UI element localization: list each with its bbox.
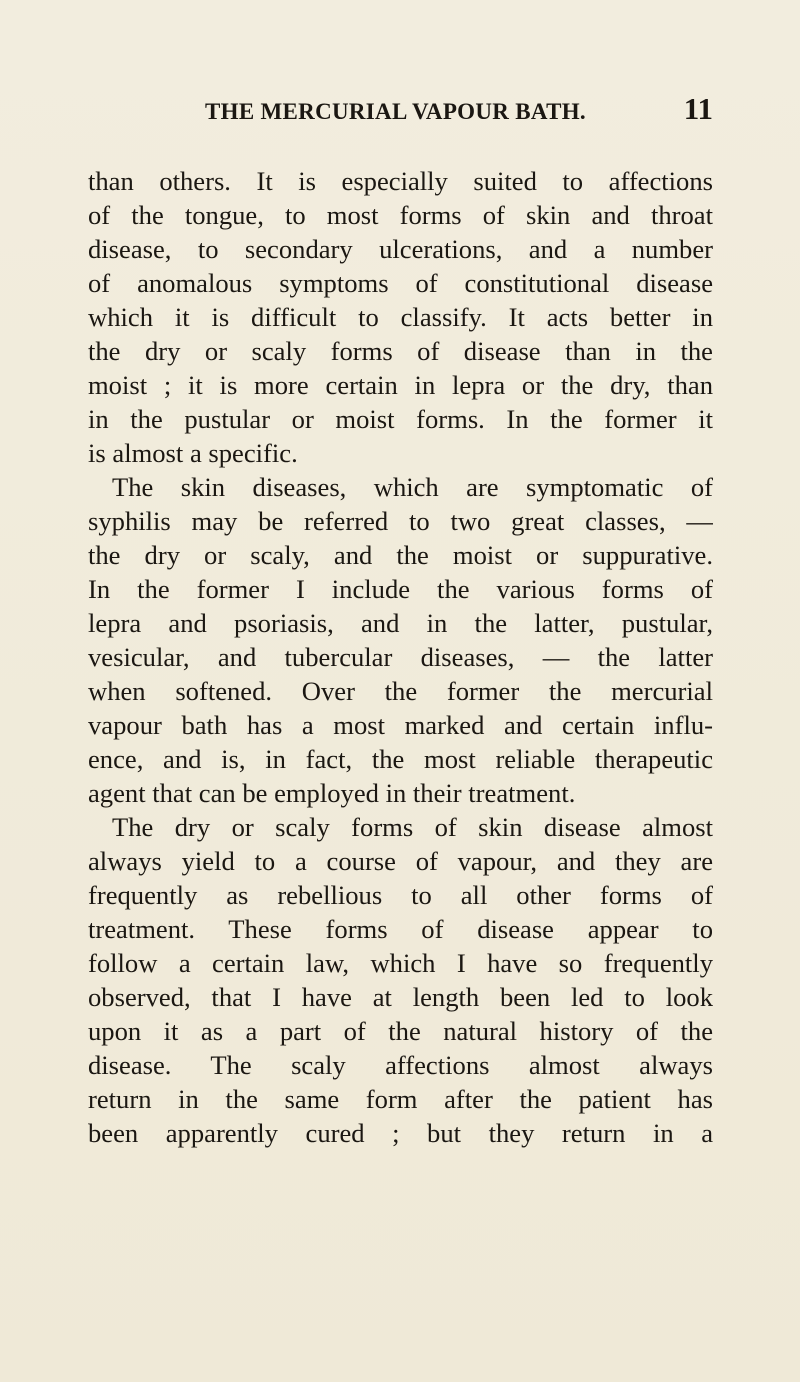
- text-line: the dry or scaly forms of disease than in the: [88, 336, 713, 366]
- text-line: the dry or scaly, and the moist or suppurative.: [88, 540, 713, 570]
- page-number: 11: [683, 91, 713, 126]
- text-line: of anomalous symptoms of constitutional disease: [88, 268, 713, 298]
- text-line: when softened. Over the former the mercurial: [88, 676, 713, 706]
- text-line: is almost a specific.: [88, 438, 298, 468]
- text-line: The skin diseases, which are symptomatic of: [112, 472, 713, 502]
- text-line: In the former I include the various forms of: [88, 574, 713, 604]
- text-line: The dry or scaly forms of skin disease almost: [112, 812, 713, 842]
- body-text: [88, 164, 713, 1150]
- text-line: in the pustular or moist forms. In the former it: [88, 404, 713, 434]
- page-header: [205, 91, 713, 131]
- text-line: follow a certain law, which I have so frequently: [88, 948, 713, 978]
- text-line: always yield to a course of vapour, and they are: [88, 846, 713, 876]
- text-line: moist ; it is more certain in lepra or the dry, than: [88, 370, 713, 400]
- text-line: upon it as a part of the natural history of the: [88, 1016, 713, 1046]
- text-line: treatment. These forms of disease appear to: [88, 914, 713, 944]
- text-line: disease. The scaly affections almost always: [88, 1050, 713, 1080]
- text-line: which it is difficult to classify. It acts better in: [88, 302, 713, 332]
- text-line: than others. It is especially suited to affections: [88, 166, 713, 196]
- text-line: lepra and psoriasis, and in the latter, pustular,: [88, 608, 713, 638]
- running-title: THE MERCURIAL VAPOUR BATH.: [205, 99, 586, 124]
- text-line: vapour bath has a most marked and certain influ-: [88, 710, 713, 740]
- text-line: agent that can be employed in their treatment.: [88, 778, 576, 808]
- text-line: frequently as rebellious to all other forms of: [88, 880, 713, 910]
- text-line: observed, that I have at length been led to look: [88, 982, 713, 1012]
- text-line: of the tongue, to most forms of skin and throat: [88, 200, 713, 230]
- text-line: ence, and is, in fact, the most reliable therapeutic: [88, 744, 713, 774]
- text-line: been apparently cured ; but they return in a: [88, 1118, 713, 1148]
- text-line: vesicular, and tubercular diseases, — the latter: [88, 642, 713, 672]
- text-line: disease, to secondary ulcerations, and a number: [88, 234, 713, 264]
- text-line: return in the same form after the patient has: [88, 1084, 713, 1114]
- text-line: syphilis may be referred to two great classes, —: [88, 506, 713, 536]
